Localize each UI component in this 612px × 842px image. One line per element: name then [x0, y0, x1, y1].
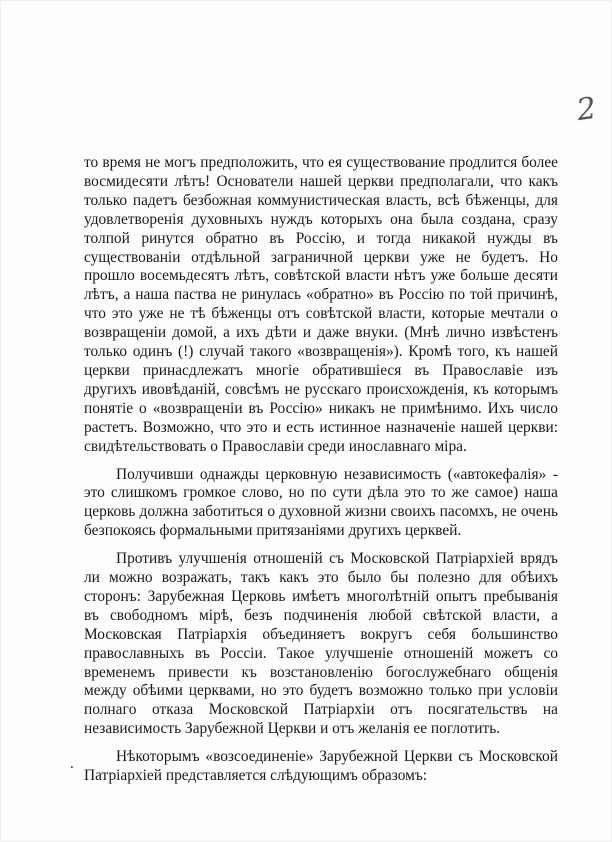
handwritten-page-number: 2	[574, 90, 599, 129]
paragraph-independence: Получивши однажды церковную независимость («автокефалія» - это слишкомъ громкое слово, но по сути дѣла это то же самое) наша церковь должна заботиться о духовной жизни своихъ пасомхъ, не очень безпокоясь формальными притязаніями другихъ церквей.	[84, 465, 558, 540]
body-text	[84, 154, 558, 786]
paragraph-continuation: то время не могъ предположить, что ея существование продлится более восмидесяти лѣтъ! Основатели нашей церкви предполагали, что какъ только падетъ безбожная коммунистическая власть, всѣ бѣженцы, для удовлетворенія духовныхъ нуждъ которыхъ она была создана, сразу толпой ринутся обратно въ Россію, и тогда никакой нужды въ существованіи отдѣльной заграничной церкви уже не будетъ. Но прошло восемьдесятъ лѣтъ, совѣтской власти нѣтъ уже больше десяти лѣтъ, а наша паства не ринулась «обратно» въ Россію по той причинѣ, что это уже не тѣ бѣженцы отъ совѣтской власти, которые мечтали о возвращеніи домой, а ихъ дѣти и даже внуки. (Мнѣ лично извѣстенъ только одинъ (!) случай такого «возвращенія»). Кромѣ того, къ нашей церкви принасдлежатъ многіе обратившіеся въ Православіе изъ другихъ ивовѣданій, совсѣмъ не русскаго происхожденія, къ которымъ понятіе о «возвращеніи въ Россію» никакъ не примѣнимо. Ихъ число растетъ. Возможно, что это и есть истинное назначеніе нашей церкви: свидѣтельствовать о Православіи среди инославнаго міра.	[84, 154, 558, 455]
margin-mark: .	[70, 756, 74, 772]
paragraph-relations: Противъ улучшенія отношеній съ Московской Патріархіей врядъ ли можно возражать, такъ какъ это было бы полезно для обѣихъ сторонъ: Зарубежная Церковь имѣетъ многолѣтній опытъ пребыванія въ свободномъ мірѣ, безъ подчиненія любой свѣтской власти, а Московская Патріархія объединяетъ вокругъ себя большинство православныхъ въ Россіи. Такое улучшеніе отношеній можетъ со временемъ привести къ возстановленію богослужебнаго общенія между обѣими церквами, но это будетъ возможно только при условіи полнагo отказа Московской Патріархіи отъ посягательствъ на независимость Зарубежной Церкви и отъ желанія ее поглотить.	[84, 550, 558, 738]
paragraph-reunion: Нѣкоторымъ «возсоединеніе» Зарубежной Церкви съ Московской Патріархіей представляется слѣдующимъ образомъ:	[84, 748, 558, 785]
